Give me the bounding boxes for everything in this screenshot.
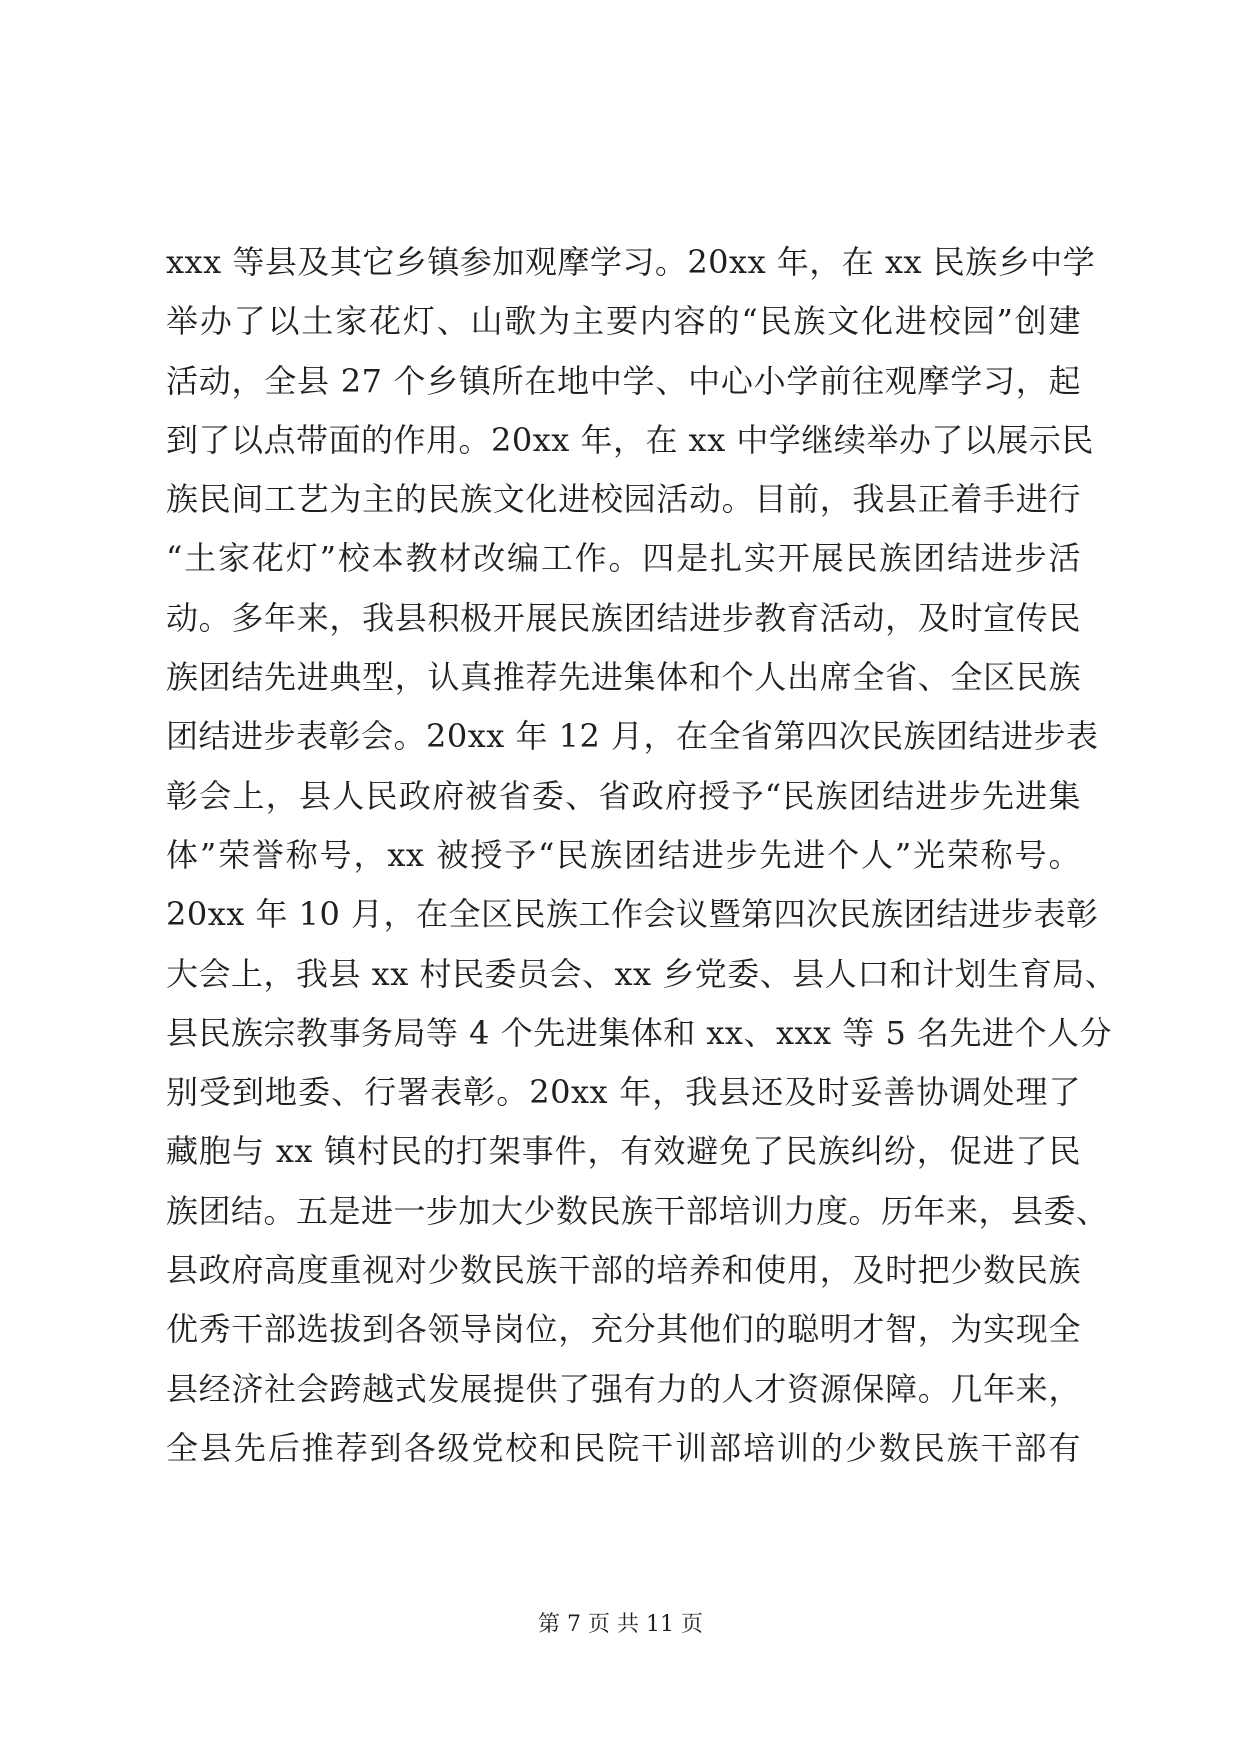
text-line: 大会上，我县 xx 村民委员会、xx 乡党委、县人口和计划生育局、	[166, 954, 1118, 993]
text-line: 族团结先进典型，认真推荐先进集体和个人出席全省、全区民族	[166, 658, 1081, 697]
text-line: 县政府高度重视对少数民族干部的培养和使用，及时把少数民族	[166, 1251, 1081, 1290]
text-line: 动。多年来，我县积极开展民族团结进步教育活动，及时宣传民	[166, 598, 1081, 637]
text-line: 举办了以土家花灯、山歌为主要内容的“民族文化进校园”创建	[166, 302, 1081, 341]
text-line: 县民族宗教事务局等 4 个先进集体和 xx、xxx 等 5 名先进个人分	[166, 1013, 1112, 1052]
text-line: 族团结。五是进一步加大少数民族干部培训力度。历年来，县委、	[166, 1191, 1109, 1230]
text-line: 体”荣誉称号，xx 被授予“民族团结进步先进个人”光荣称号。	[166, 835, 1081, 874]
text-line: 县经济社会跨越式发展提供了强有力的人才资源保障。几年来，	[166, 1369, 1081, 1408]
body-text	[166, 233, 1118, 1478]
text-line: 到了以点带面的作用。20xx 年，在 xx 中学继续举办了以展示民	[166, 420, 1094, 459]
text-line: xxx 等县及其它乡镇参加观摩学习。20xx 年，在 xx 民族乡中学	[166, 243, 1096, 281]
text-line: “土家花灯”校本教材改编工作。四是扎实开展民族团结进步活	[166, 539, 1081, 578]
page-footer: 第 7 页 共 11 页	[538, 1612, 703, 1637]
text-line: 族民间工艺为主的民族文化进校园活动。目前，我县正着手进行	[166, 480, 1081, 519]
text-line: 别受到地委、行署表彰。20xx 年，我县还及时妥善协调处理了	[166, 1073, 1081, 1112]
text-line: 团结进步表彰会。20xx 年 12 月，在全省第四次民族团结进步表	[166, 717, 1099, 756]
text-line: 优秀干部选拔到各领导岗位，充分其他们的聪明才智，为实现全	[166, 1310, 1081, 1349]
text-line: 活动，全县 27 个乡镇所在地中学、中心小学前往观摩学习，起	[166, 361, 1081, 400]
text-line: 全县先后推荐到各级党校和民院干训部培训的少数民族干部有	[166, 1428, 1081, 1467]
text-line: 20xx 年 10 月，在全区民族工作会议暨第四次民族团结进步表彰	[166, 895, 1099, 934]
text-line: 藏胞与 xx 镇村民的打架事件，有效避免了民族纠纷，促进了民	[166, 1132, 1081, 1171]
text-line: 彰会上，县人民政府被省委、省政府授予“民族团结进步先进集	[166, 776, 1081, 815]
